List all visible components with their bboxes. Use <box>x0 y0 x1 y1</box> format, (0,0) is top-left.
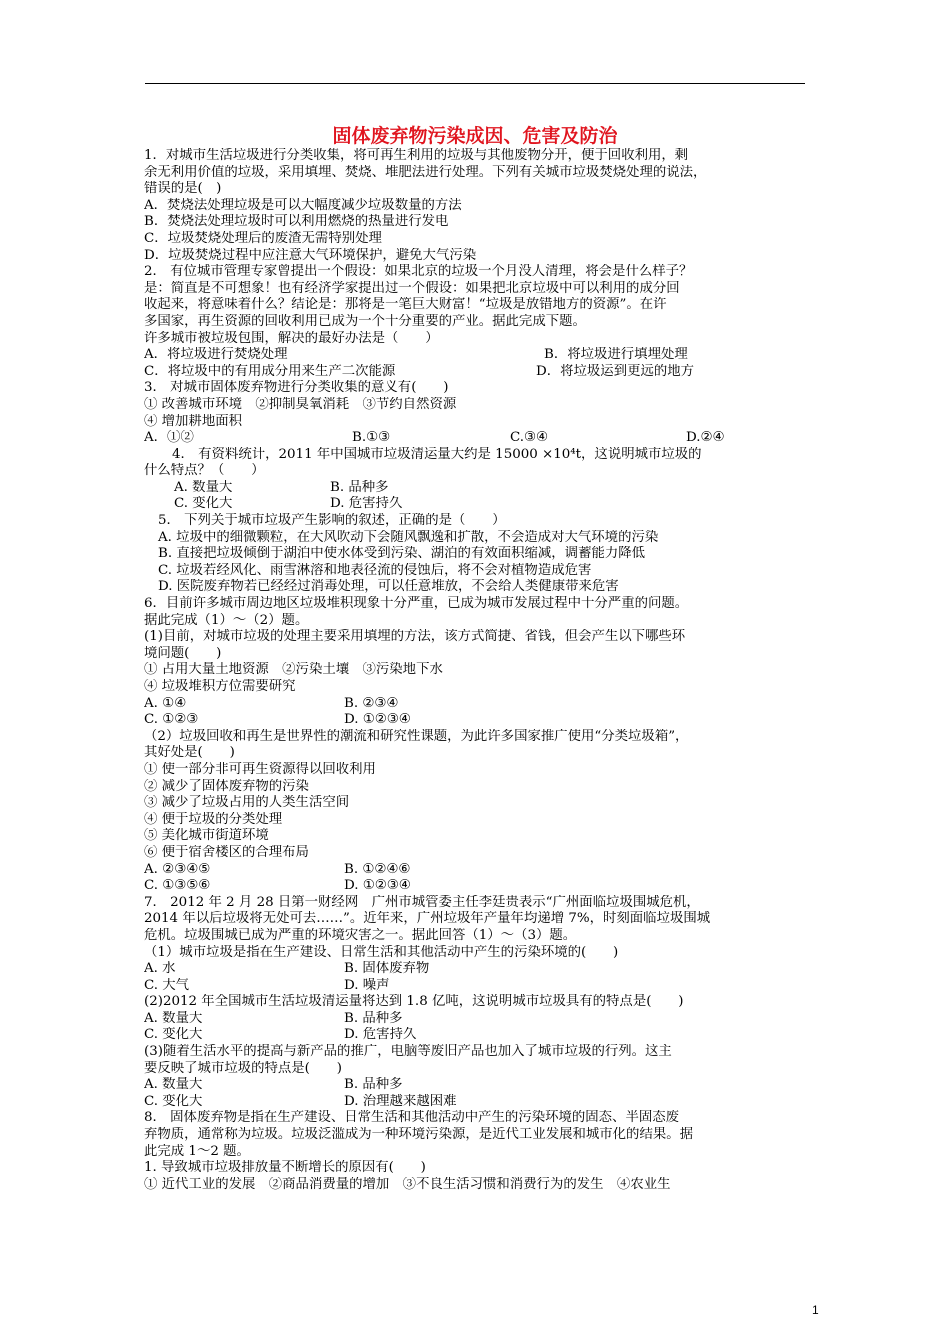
text-line: A．焚烧法处理垃圾是可以大幅度减少垃圾数量的方法 <box>144 197 462 213</box>
option-text: C. 变化大 <box>174 496 233 512</box>
option-text: C. 大气 <box>144 977 190 993</box>
text-line <box>144 347 812 364</box>
option-text: A. ②③④⑤ <box>144 861 211 877</box>
text-line: 8． 固体废弃物是指在生产建设、日常生活和其他活动中产生的污染环境的固态、半固态废 <box>144 1110 680 1126</box>
option-text: A．将垃圾进行焚烧处理 <box>144 347 288 363</box>
option-text: A．①② <box>144 430 194 446</box>
text-line: 危机。垃圾围城已成为严重的环境灾害之一。据此回答（1）～（3）题。 <box>144 927 577 943</box>
text-line: 4． 有资料统计，2011 年中国城市垃圾清运量大约是 15000 ×10⁴t，这说明城市垃圾的 <box>172 446 702 462</box>
text-line: B. 直接把垃圾倾倒于湖泊中使水体受到污染、湖泊的有效面积缩减，调蓄能力降低 <box>158 546 646 562</box>
option-text: A. ①④ <box>144 695 187 711</box>
document-body <box>144 148 812 1193</box>
option-text: D．将垃圾运到更远的地方 <box>536 363 695 379</box>
option-text: B.①③ <box>352 430 391 446</box>
text-line: （1）城市垃圾是指在生产建设、日常生活和其他活动中产生的污染环境的( ) <box>144 944 619 960</box>
text-line: 是：简直是不可想象！也有经济学家提出过一个假设：如果把北京垃圾中可以利用的成分回 <box>144 280 680 296</box>
option-text: B. 品种多 <box>344 1077 403 1093</box>
option-text: C. 变化大 <box>144 1093 203 1109</box>
option-text: C. 变化大 <box>144 1027 203 1043</box>
text-line: ⑥ 便于宿舍楼区的合理布局 <box>144 844 309 860</box>
text-line: 7． 2012 年 2 月 28 日第一财经网 广州市城管委主任李廷贵表示“广州面临垃圾围城危机， <box>144 894 700 910</box>
text-line: ③ 减少了垃圾占用的人类生活空间 <box>144 795 350 811</box>
text-line: ④ 便于垃圾的分类处理 <box>144 811 283 827</box>
option-text: B. 品种多 <box>330 479 389 495</box>
text-line: 2014 年以后垃圾将无处可去……”。近年来，广州垃圾年产量年均递增 7%，时刻面临垃圾围城 <box>144 911 711 927</box>
text-line <box>144 1094 812 1111</box>
option-text: A. 水 <box>144 961 176 977</box>
text-line: ④ 垃圾堆积方位需要研究 <box>144 679 296 694</box>
text-line: 其好处是( ) <box>144 745 235 761</box>
text-line: 许多城市被垃圾包围，解决的最好办法是（ ） <box>144 330 439 346</box>
text-line: ① 近代工业的发展 ②商品消费量的增加 ③不良生活习惯和消费行为的发生 ④农业生 <box>144 1176 671 1192</box>
option-text: D. ①②③④ <box>344 712 411 728</box>
text-line <box>144 862 812 879</box>
option-text: B. ①②④⑥ <box>344 861 411 877</box>
text-line: 弃物质，通常称为垃圾。垃圾泛滥成为一种环境污染源，是近代工业发展和城市化的结果。据 <box>144 1127 694 1143</box>
text-line: D．垃圾焚烧过程中应注意大气环境保护，避免大气污染 <box>144 247 477 263</box>
text-line: （2）垃圾回收和再生是世界性的潮流和研究性课题，为此许多国家推广使用“分类垃圾箱”， <box>144 728 689 744</box>
text-line: C．垃圾焚烧处理后的废渣无需特别处理 <box>144 230 382 246</box>
text-line: 境问题( ) <box>144 645 222 661</box>
option-text: D. 危害持久 <box>330 496 403 512</box>
option-text: C．将垃圾中的有用成分用来生产二次能源 <box>144 363 396 379</box>
option-text: D. 噪声 <box>344 977 390 993</box>
text-line: 什么特点？（ ） <box>144 463 265 479</box>
text-line <box>144 978 812 995</box>
text-line: ① 使一部分非可再生资源得以回收利用 <box>144 761 376 777</box>
text-line <box>144 1027 812 1044</box>
text-line: ① 占用大量土地资源 ②污染土壤 ③污染地下水 <box>144 662 443 678</box>
option-text: C.③④ <box>510 430 549 446</box>
document-title: 固体废弃物污染成因、危害及防治 <box>332 125 618 147</box>
text-line: 6．目前许多城市周边地区垃圾堆积现象十分严重，已成为城市发展过程中十分严重的问题。 <box>144 596 689 612</box>
text-line: B．焚烧法处理垃圾时可以利用燃烧的热量进行发电 <box>144 214 449 230</box>
text-line: ① 改善城市环境 ②抑制臭氧消耗 ③节约自然资源 <box>144 396 457 412</box>
text-line: 多国家，再生资源的回收利用已成为一个十分重要的产业。据此完成下题。 <box>144 313 586 329</box>
text-line <box>144 364 812 381</box>
text-line: ④ 增加耕地面积 <box>144 413 242 429</box>
text-line <box>144 496 812 513</box>
text-line: (1)目前，对城市垃圾的处理主要采用填埋的方法，该方式简捷、省钱，但会产生以下哪些环 <box>144 629 686 645</box>
text-line: (2)2012 年全国城市生活垃圾清运量将达到 1.8 亿吨，这说明城市垃圾具有的特点是( ) <box>144 994 684 1010</box>
text-line: ⑤ 美化城市街道环境 <box>144 828 269 844</box>
text-line: (3)随着生活水平的提高与新产品的推广，电脑等废旧产品也加入了城市垃圾的行列。这主 <box>144 1044 672 1060</box>
option-text: D. 治理越来越困难 <box>344 1093 457 1109</box>
text-line: 3． 对城市固体废弃物进行分类收集的意义有( ) <box>144 380 449 396</box>
page-number: 1 <box>812 1303 819 1317</box>
text-line: 余无利用价值的垃圾，采用填埋、焚烧、堆肥法进行处理。下列有关城市垃圾焚烧处理的说法， <box>144 164 707 180</box>
text-line: 5． 下列关于城市垃圾产生影响的叙述，正确的是（ ） <box>158 513 506 529</box>
text-line <box>144 712 812 729</box>
text-line: A. 垃圾中的细微颗粒，在大风吹动下会随风飘逸和扩散，不会造成对大气环境的污染 <box>158 529 659 545</box>
text-line <box>144 961 812 978</box>
option-text: D.②④ <box>686 430 725 446</box>
text-line: 收起来，将意味着什么？结论是：那将是一笔巨大财富！“垃圾是放错地方的资源”。在许 <box>144 297 667 313</box>
text-line <box>144 430 812 447</box>
text-line <box>144 696 812 713</box>
text-line <box>144 878 812 895</box>
text-line: 1. 导致城市垃圾排放量不断增长的原因有( ) <box>144 1160 426 1176</box>
text-line: 错误的是( ) <box>144 181 222 197</box>
text-line: 据此完成（1）～（2）题。 <box>144 612 309 628</box>
option-text: C. ①③⑤⑥ <box>144 878 211 894</box>
option-text: C. ①②③ <box>144 712 199 728</box>
option-text: A. 数量大 <box>144 1010 203 1026</box>
text-line <box>144 1077 812 1094</box>
text-line <box>144 480 812 497</box>
text-line: C. 垃圾若经风化、雨雪淋溶和地表径流的侵蚀后，将不会对植物造成危害 <box>158 562 592 578</box>
option-text: B. 固体废弃物 <box>344 961 430 977</box>
option-text: B．将垃圾进行填埋处理 <box>544 347 688 363</box>
text-line: 要反映了城市垃圾的特点是( ) <box>144 1060 342 1076</box>
text-line: 此完成 1～2 题。 <box>144 1143 250 1159</box>
text-line: D. 医院废弃物若已经经过消毒处理，可以任意堆放，不会给人类健康带来危害 <box>158 579 619 595</box>
text-line: 2． 有位城市管理专家曾提出一个假设：如果北京的垃圾一个月没人清理，将会是什么样子？ <box>144 264 693 280</box>
option-text: B. ②③④ <box>344 695 399 711</box>
option-text: B. 品种多 <box>344 1010 403 1026</box>
option-text: A. 数量大 <box>144 1077 203 1093</box>
option-text: D. 危害持久 <box>344 1027 417 1043</box>
option-text: A. 数量大 <box>174 479 233 495</box>
text-line: 1．对城市生活垃圾进行分类收集，将可再生利用的垃圾与其他废物分开，便于回收利用，剩 <box>144 148 689 163</box>
text-line <box>144 1011 812 1028</box>
option-text: D. ①②③④ <box>344 878 411 894</box>
header-rule <box>145 83 805 84</box>
text-line: ② 减少了固体废弃物的污染 <box>144 778 309 794</box>
